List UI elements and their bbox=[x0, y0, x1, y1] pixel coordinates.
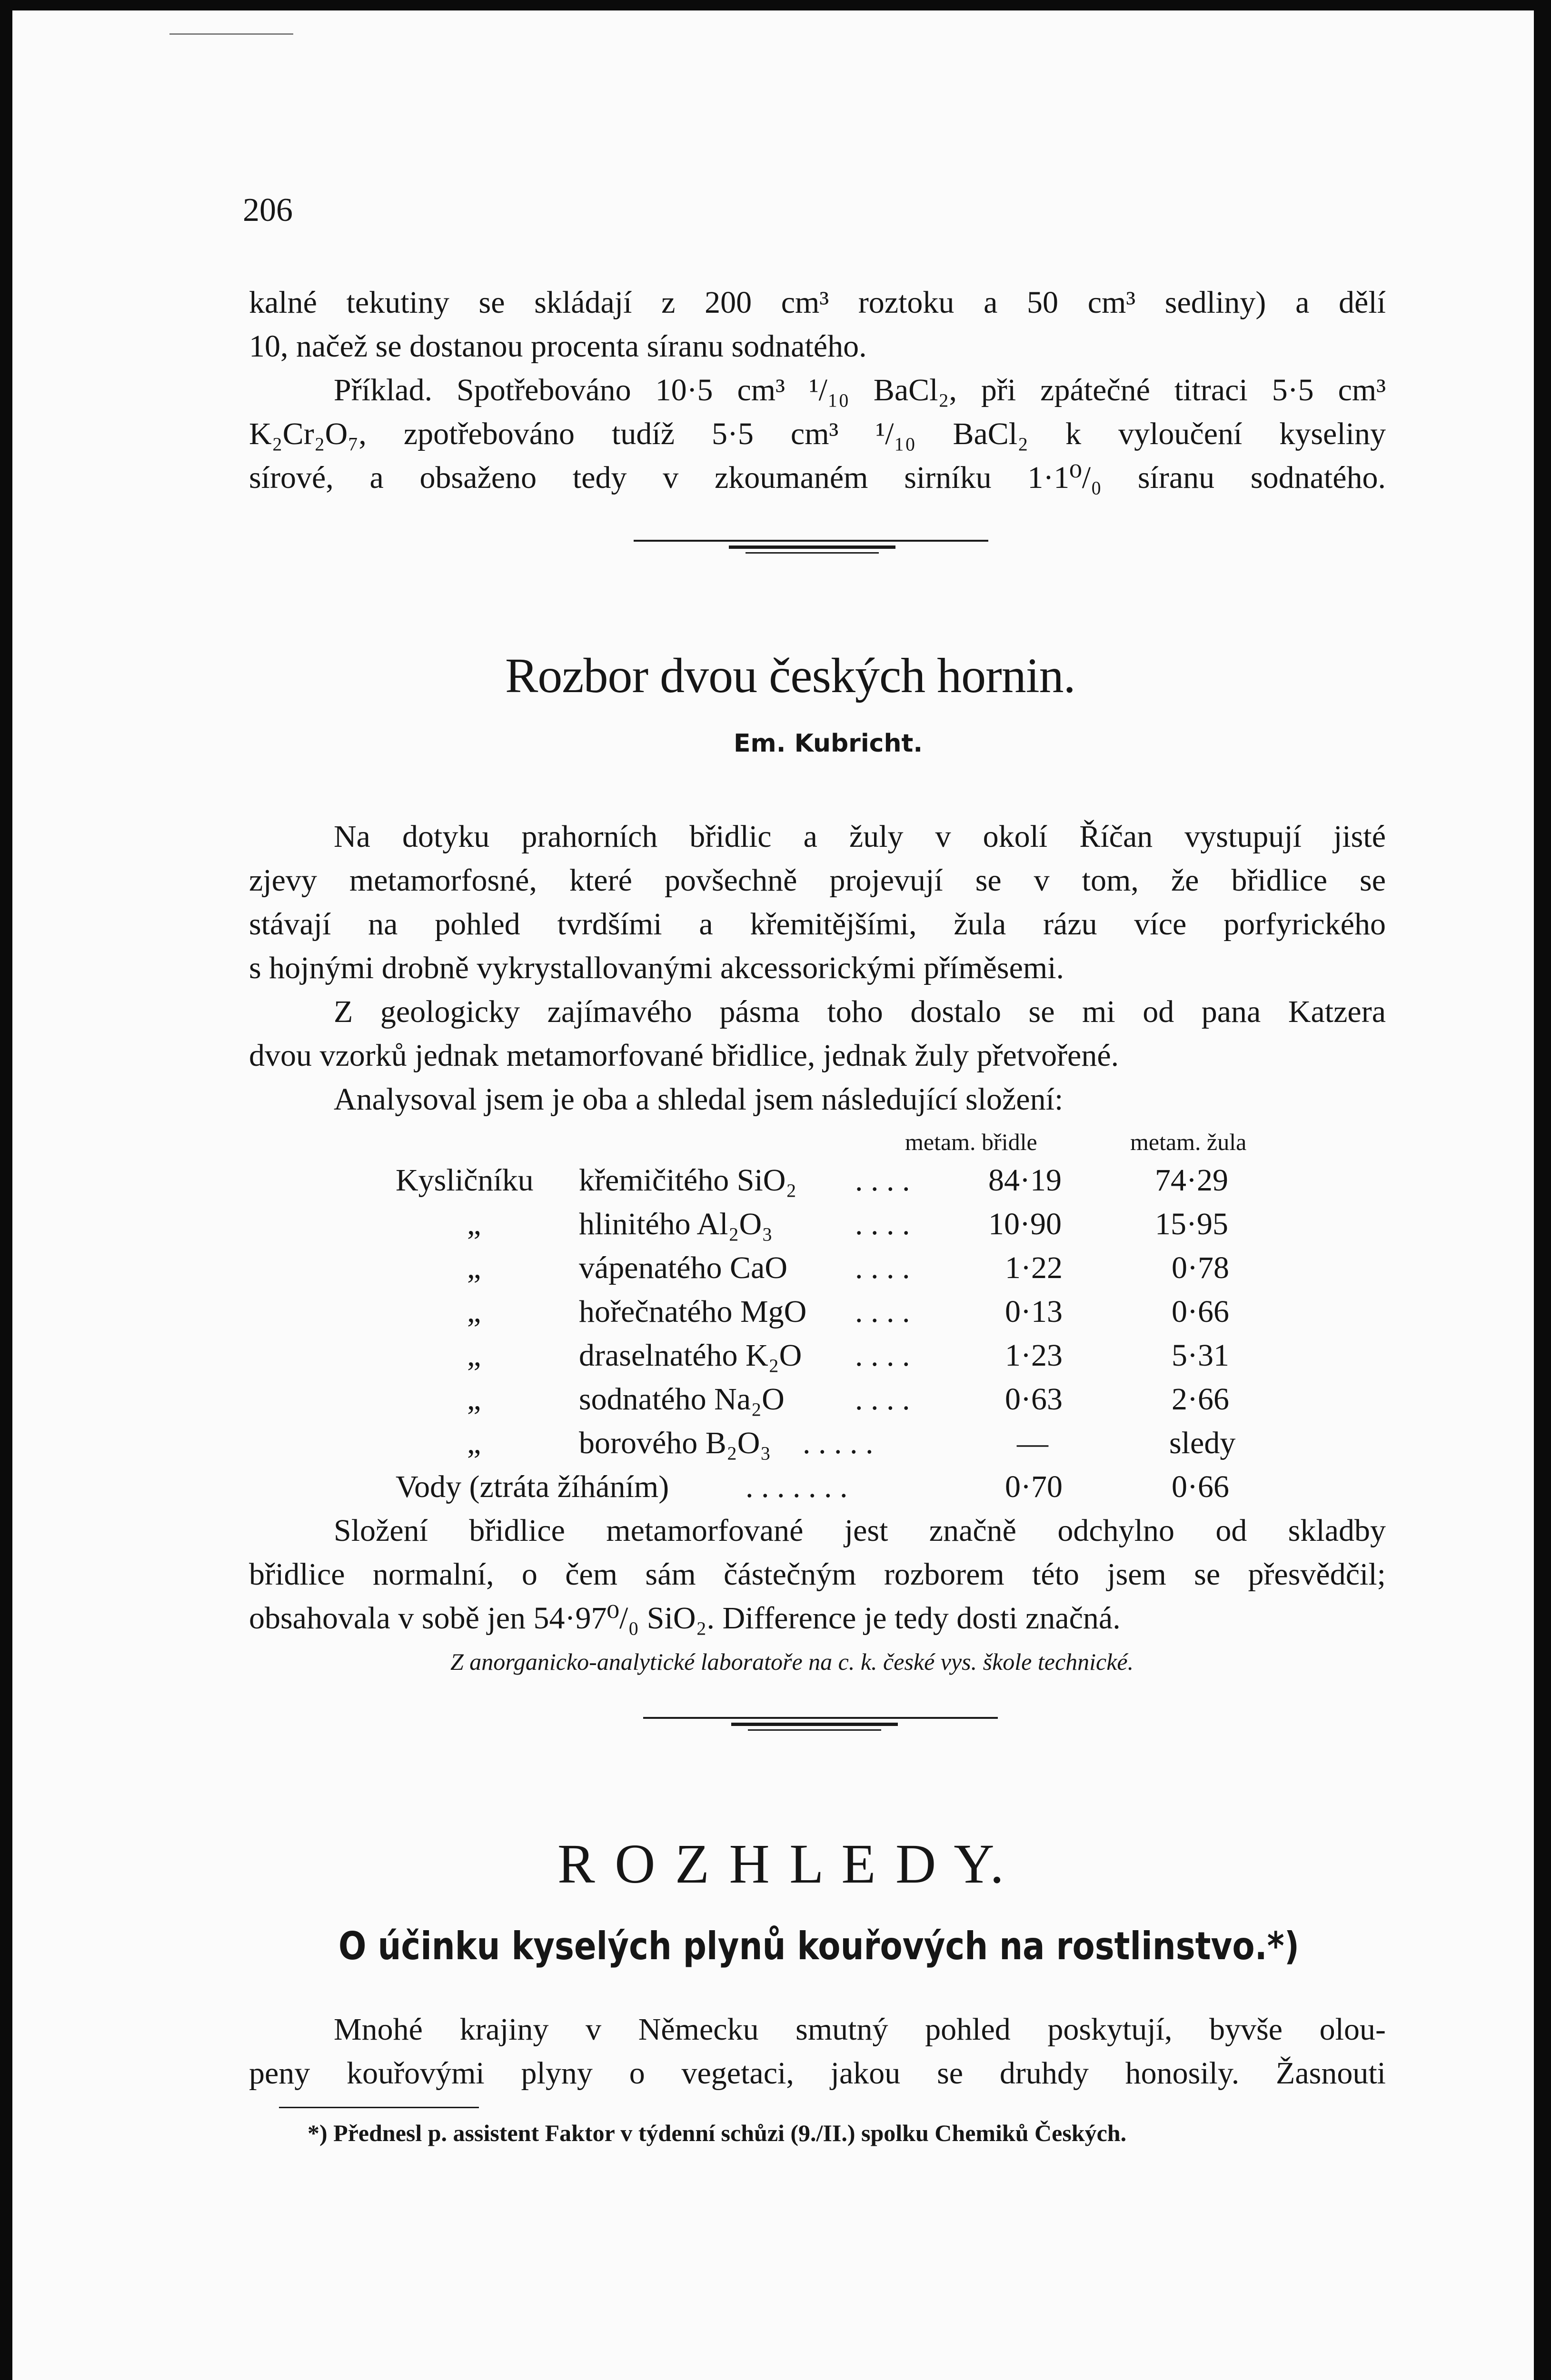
book-page bbox=[12, 10, 1534, 2380]
scan-mark-top bbox=[169, 33, 293, 35]
table-last-row-label: Vody (ztráta žíháním) bbox=[396, 1469, 669, 1504]
table-row-label: hořečnatého MgO bbox=[579, 1294, 807, 1329]
section-subheading: O účinku kyselých plynů kouřových na rostlinstvo.*) bbox=[338, 1924, 1300, 1968]
section-paragraph-line-2: peny kouřovými plyny o vegetaci, jakou se druhdy honosily. Žasnouti bbox=[249, 2056, 1386, 2091]
table-row-dots: . . . . . . . bbox=[746, 1469, 848, 1504]
paragraph-1-line-3: stávají na pohled tvrdšími a křemitějšími, žula rázu více porfyrického bbox=[249, 907, 1386, 942]
table-cell-slate: 1·23 bbox=[1005, 1338, 1063, 1373]
table-cell-granite: 74·29 bbox=[1155, 1163, 1228, 1198]
table-cell-granite: 2·66 bbox=[1172, 1382, 1229, 1417]
table-row-label: křemičitého SiO₂ bbox=[579, 1163, 797, 1198]
table-cell-granite: 0·66 bbox=[1172, 1294, 1229, 1329]
paragraph-1-line-1: Na dotyku prahorních břidlic a žuly v okolí Říčan vystupují jisté bbox=[334, 819, 1386, 854]
paragraph-2-line-2: dvou vzorků jednak metamorfované břidlice, jednak žuly přetvořené. bbox=[249, 1038, 1119, 1073]
table-cell-granite: 15·95 bbox=[1155, 1207, 1228, 1241]
paragraph-4-line-1: Složení břidlice metamorfované jest značně odchylno od skladby bbox=[334, 1513, 1386, 1548]
intro-line-1: kalné tekutiny se skládají z 200 cm³ roztoku a 50 cm³ sedliny) a dělí bbox=[249, 285, 1386, 320]
table-header-slate: metam. břidle bbox=[905, 1129, 1037, 1155]
footnote: *) Přednesl p. assistent Faktor v týdenní schůzi (9./II.) spolku Chemiků Českých. bbox=[308, 2120, 1127, 2146]
footnote-rule bbox=[279, 2107, 479, 2108]
affiliation: Z anorganicko-analytické laboratoře na c. k. české vys. škole technické. bbox=[450, 1648, 1134, 1675]
paragraph-4-line-2: břidlice normalní, o čem sám částečným rozborem této jsem se přesvědčil; bbox=[249, 1557, 1386, 1592]
paragraph-4-line-3: obsahovala v sobě jen 54·97⁰/₀ SiO₂. Difference je tedy dosti značná. bbox=[249, 1601, 1121, 1636]
table-row-prefix: Kysličníku bbox=[396, 1163, 534, 1198]
article-author: Em. Kubricht. bbox=[734, 729, 923, 758]
paragraph-1-line-4: s hojnými drobně vykrystallovanými akcessorickými příměsemi. bbox=[249, 951, 1064, 985]
paragraph-3: Analysoval jsem je oba a shledal jsem následující složení: bbox=[334, 1082, 1064, 1117]
table-cell-slate: 0·63 bbox=[1005, 1382, 1063, 1417]
table-row-prefix: „ bbox=[467, 1338, 481, 1373]
intro-line-4: K₂Cr₂O₇, zpotřebováno tudíž 5·5 cm³ ¹/₁₀ BaCl₂ k vyloučení kyseliny bbox=[249, 416, 1386, 451]
table-row-prefix: „ bbox=[467, 1250, 481, 1285]
table-row-prefix: „ bbox=[467, 1207, 481, 1241]
section-heading: R O Z H L E D Y. bbox=[557, 1833, 1007, 1895]
table-row-dots: . . . . bbox=[855, 1382, 910, 1417]
table-row-dots: . . . . bbox=[855, 1294, 910, 1329]
table-row-dots: . . . . bbox=[855, 1338, 910, 1373]
table-row-prefix: „ bbox=[467, 1426, 481, 1460]
paragraph-2-line-1: Z geologicky zajímavého pásma toho dostalo se mi od pana Katzera bbox=[334, 994, 1386, 1029]
table-cell-slate: 84·19 bbox=[988, 1163, 1062, 1198]
table-cell-slate: 1·22 bbox=[1005, 1250, 1063, 1285]
paragraph-1-line-2: zjevy metamorfosné, které povšechně projevují se v tom, že břidlice se bbox=[249, 863, 1386, 898]
table-cell-slate: 0·70 bbox=[1005, 1469, 1063, 1504]
table-header-granite: metam. žula bbox=[1130, 1129, 1247, 1155]
table-row-label: borového B₂O₃ bbox=[579, 1426, 771, 1460]
table-row-prefix: „ bbox=[467, 1382, 481, 1417]
table-row-dots: . . . . bbox=[855, 1163, 910, 1198]
page-number: 206 bbox=[243, 192, 293, 228]
table-row-prefix: „ bbox=[467, 1294, 481, 1329]
table-row-dots: . . . . . bbox=[803, 1426, 874, 1460]
section-paragraph-line-1: Mnohé krajiny v Německu smutný pohled poskytují, byvše olou- bbox=[334, 2012, 1386, 2047]
intro-line-2: 10, načež se dostanou procenta síranu sodnatého. bbox=[249, 329, 867, 364]
intro-line-5: sírové, a obsaženo tedy v zkoumaném sirníku 1·1⁰/₀ síranu sodnatého. bbox=[249, 460, 1386, 495]
table-cell-granite: 5·31 bbox=[1172, 1338, 1229, 1373]
table-row-dots: . . . . bbox=[855, 1207, 910, 1241]
intro-line-3: Příklad. Spotřebováno 10·5 cm³ ¹/₁₀ BaCl₂, při zpátečné titraci 5·5 cm³ bbox=[334, 373, 1386, 407]
table-row-dots: . . . . bbox=[855, 1250, 910, 1285]
table-cell-granite: sledy bbox=[1169, 1426, 1236, 1460]
table-cell-slate: 0·13 bbox=[1005, 1294, 1063, 1329]
table-cell-granite: 0·66 bbox=[1172, 1469, 1229, 1504]
table-row-label: draselnatého K₂O bbox=[579, 1338, 802, 1373]
table-row-label: vápenatého CaO bbox=[579, 1250, 787, 1285]
table-cell-slate: — bbox=[1017, 1426, 1048, 1460]
table-row-label: hlinitého Al₂O₃ bbox=[579, 1207, 773, 1241]
table-cell-granite: 0·78 bbox=[1172, 1250, 1229, 1285]
table-row-label: sodnatého Na₂O bbox=[579, 1382, 785, 1417]
table-cell-slate: 10·90 bbox=[988, 1207, 1062, 1241]
article-title: Rozbor dvou českých hornin. bbox=[505, 648, 1075, 703]
